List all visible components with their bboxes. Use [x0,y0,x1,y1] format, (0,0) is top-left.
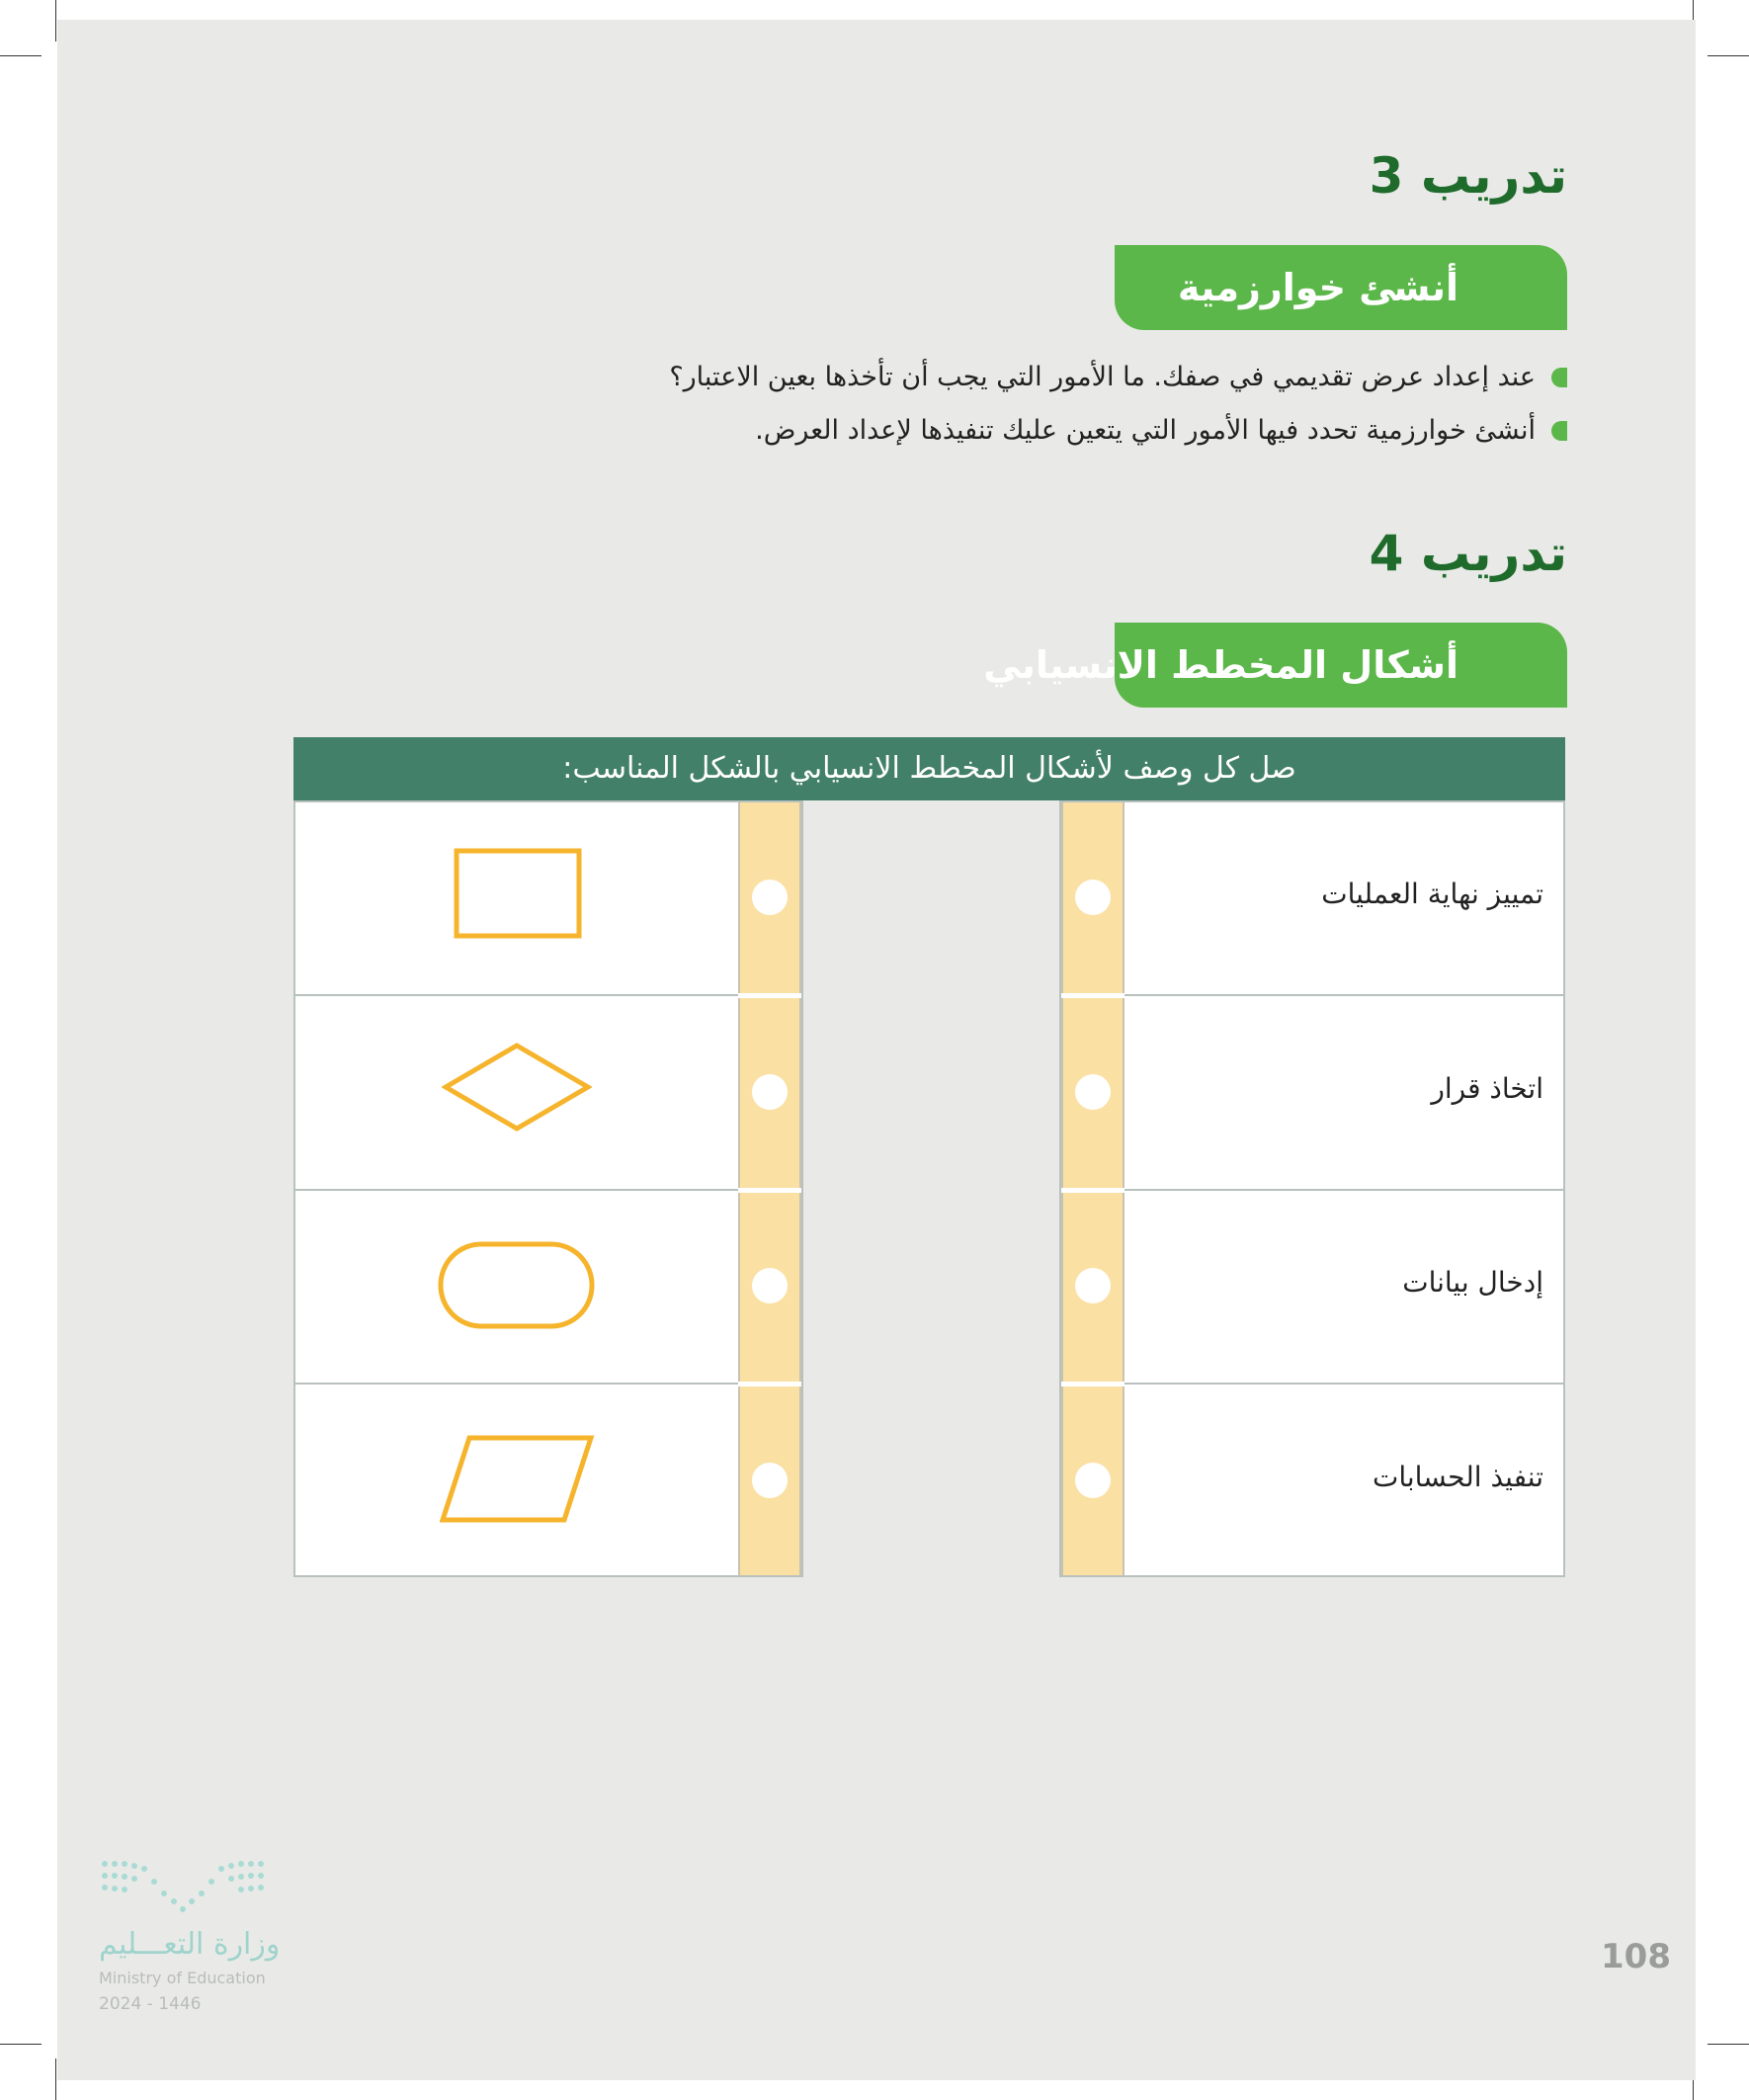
crop-mark [55,2058,56,2100]
matching-instruction: صل كل وصف لأشكال المخطط الانسيابي بالشكل المناسب: [293,737,1565,800]
exercise-3-banner: أنشئ خوارزمية [1115,245,1567,330]
crop-mark [1707,55,1749,56]
rounded-terminal-shape [438,1241,598,1332]
page-number: 108 [1601,1937,1671,1976]
ministry-name-english: Ministry of Education [99,1969,266,1987]
descriptions-column [1059,800,1565,1577]
ministry-logo-icon [99,1858,267,1917]
exercise-4-title: تدريب 4 [1369,525,1567,582]
match-dot[interactable] [1075,1463,1111,1498]
bullet-item [579,351,1567,404]
bullet-marker-icon [1551,421,1567,441]
match-dot[interactable] [752,1074,788,1110]
ministry-name-arabic: وزارة التعـــليم [99,1927,281,1962]
crop-mark [0,2044,42,2045]
description-item: تمييز نهاية العمليات [1321,878,1543,910]
bullet-marker-icon [1551,368,1567,387]
match-dot[interactable] [1075,880,1111,915]
exercise-3-title: تدريب 3 [1369,147,1567,205]
description-item: تنفيذ الحسابات [1372,1461,1543,1493]
rectangle-shape [454,848,586,947]
description-item: اتخاذ قرار [1431,1072,1543,1105]
parallelogram-shape [440,1435,598,1526]
crop-mark [1707,2044,1749,2045]
exercise-3-bullets [579,351,1567,458]
connector-strip [1061,802,1124,1575]
crop-mark [0,55,42,56]
diamond-shape [442,1042,592,1136]
connector-strip [738,802,801,1575]
match-dot[interactable] [1075,1074,1111,1110]
match-dot[interactable] [752,880,788,915]
match-dot[interactable] [752,1268,788,1303]
bullet-text: أنشئ خوارزمية تحدد فيها الأمور التي يتعين عليك تنفيذها لإعداد العرض. [755,415,1536,446]
description-item: إدخال بيانات [1402,1266,1543,1299]
bullet-item [579,404,1567,458]
match-dot[interactable] [1075,1268,1111,1303]
match-dot[interactable] [752,1463,788,1498]
shapes-column [293,800,803,1577]
bullet-text: عند إعداد عرض تقديمي في صفك. ما الأمور التي يجب أن تأخذها بعين الاعتبار؟ [669,362,1536,392]
exercise-4-banner: أشكال المخطط الانسيابي [1115,623,1567,708]
crop-mark [55,0,56,42]
edition-year: 2024 - 1446 [99,1994,202,2014]
